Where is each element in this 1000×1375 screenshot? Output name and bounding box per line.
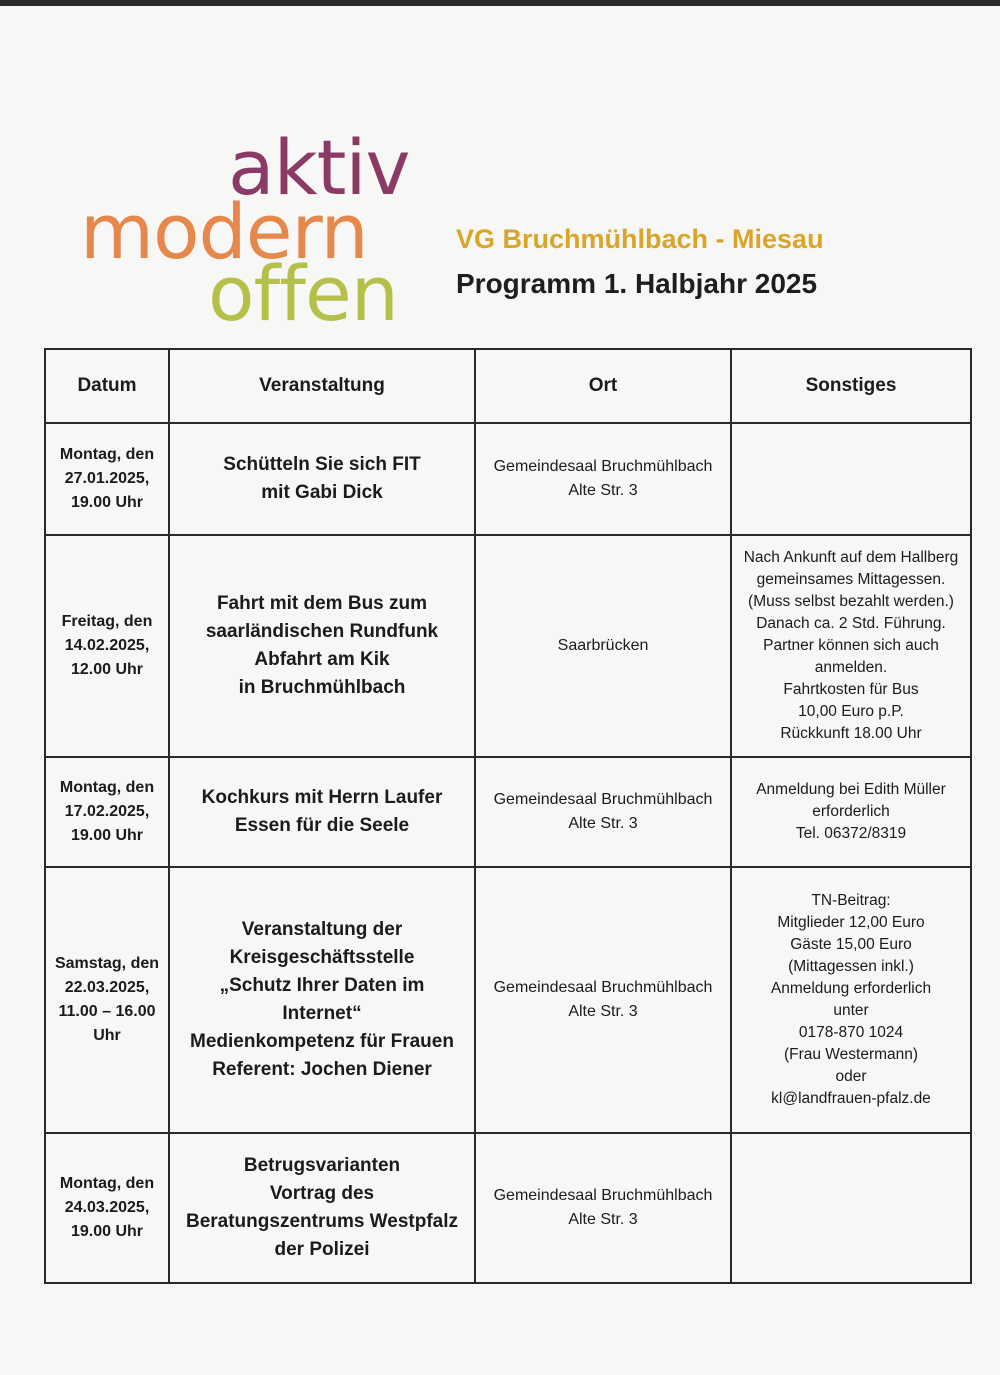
place-cell — [475, 757, 731, 867]
page-title: VG Bruchmühlbach - Miesau — [456, 224, 824, 254]
table-row — [45, 867, 971, 1133]
event-line: Medienkompetenz für Frauen — [190, 1031, 454, 1052]
event-line: Internet“ — [282, 1003, 362, 1024]
logo-word-aktiv: aktiv — [228, 123, 410, 212]
header-sonstiges: Sonstiges — [731, 349, 971, 423]
event-line: Betrugsvarianten — [243, 1155, 401, 1176]
date-line: 11.00 – 16.00 — [58, 1003, 156, 1020]
place-line: Alte Str. 3 — [568, 482, 638, 499]
event-line: Fahrt mit dem Bus zum — [216, 593, 428, 614]
misc-line: (Muss selbst bezahlt werden.) — [748, 593, 954, 610]
misc-line: 10,00 Euro p.P. — [798, 703, 904, 720]
scan-edge — [0, 0, 1000, 6]
misc-cell — [731, 867, 971, 1133]
place-line: Alte Str. 3 — [568, 1211, 638, 1228]
date-cell — [45, 757, 169, 867]
place-line: Gemeindesaal Bruchmühlbach — [493, 458, 713, 475]
event-cell — [169, 867, 475, 1133]
misc-line: 0178-870 1024 — [798, 1024, 904, 1041]
date-line: 17.02.2025, — [64, 803, 150, 820]
misc-line: Gäste 15,00 Euro — [790, 936, 912, 953]
event-line: Beratungszentrums Westpfalz — [185, 1211, 459, 1232]
date-line: Uhr — [93, 1027, 121, 1044]
date-line: 12.00 Uhr — [70, 661, 144, 678]
misc-line: Anmeldung bei Edith Müller — [756, 781, 946, 798]
date-cell — [45, 867, 169, 1133]
date-cell — [45, 1133, 169, 1283]
table-row — [45, 1133, 971, 1283]
date-cell — [45, 535, 169, 757]
place-line: Alte Str. 3 — [568, 1003, 638, 1020]
date-line: 24.03.2025, — [64, 1199, 150, 1216]
date-line: 27.01.2025, — [64, 470, 150, 487]
event-line: Essen für die Seele — [234, 815, 410, 836]
misc-line: anmelden. — [814, 659, 888, 676]
misc-line: Tel. 06372/8319 — [795, 825, 907, 842]
event-line: der Polizei — [274, 1239, 370, 1260]
table-header-row — [45, 349, 971, 423]
event-line: saarländischen Rundfunk — [205, 621, 439, 642]
place-cell — [475, 535, 731, 757]
misc-cell — [731, 535, 971, 757]
event-line: mit Gabi Dick — [261, 482, 383, 503]
event-cell — [169, 423, 475, 535]
event-line: in Bruchmühlbach — [238, 677, 406, 698]
event-line: Schütteln Sie sich FIT — [223, 454, 421, 475]
misc-line: gemeinsames Mittagessen. — [756, 571, 946, 588]
misc-line: Partner können sich auch — [763, 637, 939, 654]
misc-cell — [731, 1133, 971, 1283]
misc-line: Danach ca. 2 Std. Führung. — [756, 615, 946, 632]
header-ort: Ort — [475, 349, 731, 423]
header-veranstaltung: Veranstaltung — [169, 349, 475, 423]
event-line: Kochkurs mit Herrn Laufer — [201, 787, 443, 808]
misc-line: TN-Beitrag: — [811, 892, 891, 909]
event-line: „Schutz Ihrer Daten im — [219, 975, 425, 996]
date-line: 14.02.2025, — [64, 637, 150, 654]
place-line: Gemeindesaal Bruchmühlbach — [493, 1187, 713, 1204]
place-line: Saarbrücken — [557, 637, 649, 654]
misc-line: Fahrtkosten für Bus — [783, 681, 919, 698]
place-cell — [475, 867, 731, 1133]
date-cell — [45, 423, 169, 535]
misc-line: oder — [835, 1068, 867, 1085]
misc-line: Mitglieder 12,00 Euro — [777, 914, 925, 931]
place-cell — [475, 1133, 731, 1283]
misc-cell — [731, 423, 971, 535]
event-cell — [169, 1133, 475, 1283]
date-line: Freitag, den — [61, 613, 153, 630]
misc-line: (Frau Westermann) — [783, 1046, 919, 1063]
event-line: Abfahrt am Kik — [254, 649, 390, 670]
event-cell — [169, 535, 475, 757]
table-row — [45, 757, 971, 867]
date-line: Montag, den — [59, 779, 155, 796]
date-line: 19.00 Uhr — [70, 1223, 144, 1240]
logo-word-offen: offen — [208, 249, 398, 338]
misc-line: Nach Ankunft auf dem Hallberg — [743, 549, 959, 566]
logo — [80, 123, 440, 338]
misc-line: (Mittagessen inkl.) — [788, 958, 914, 975]
misc-line: kl@landfrauen-pfalz.de — [771, 1090, 931, 1107]
misc-cell — [731, 757, 971, 867]
date-line: 19.00 Uhr — [70, 827, 144, 844]
date-line: Montag, den — [59, 1175, 155, 1192]
misc-line: Anmeldung erforderlich — [770, 980, 932, 997]
misc-line: erforderlich — [812, 803, 890, 820]
date-line: 22.03.2025, — [64, 979, 150, 996]
place-line: Gemeindesaal Bruchmühlbach — [493, 791, 713, 808]
event-line: Vortrag des — [269, 1183, 375, 1204]
event-line: Kreisgeschäftsstelle — [229, 947, 415, 968]
event-line: Veranstaltung der — [241, 919, 403, 940]
program-table — [44, 348, 972, 1284]
header-datum: Datum — [45, 349, 169, 423]
date-line: Montag, den — [59, 446, 155, 463]
place-line: Gemeindesaal Bruchmühlbach — [493, 979, 713, 996]
event-cell — [169, 757, 475, 867]
date-line: Samstag, den — [54, 955, 160, 972]
place-line: Alte Str. 3 — [568, 815, 638, 832]
date-line: 19.00 Uhr — [70, 494, 144, 511]
place-cell — [475, 423, 731, 535]
misc-line: unter — [833, 1002, 869, 1019]
page-subtitle: Programm 1. Halbjahr 2025 — [456, 268, 818, 299]
logo-word-modern: modern — [80, 187, 368, 276]
table-row — [45, 423, 971, 535]
table-row — [45, 535, 971, 757]
misc-line: Rückkunft 18.00 Uhr — [780, 725, 922, 742]
event-line: Referent: Jochen Diener — [212, 1059, 432, 1080]
